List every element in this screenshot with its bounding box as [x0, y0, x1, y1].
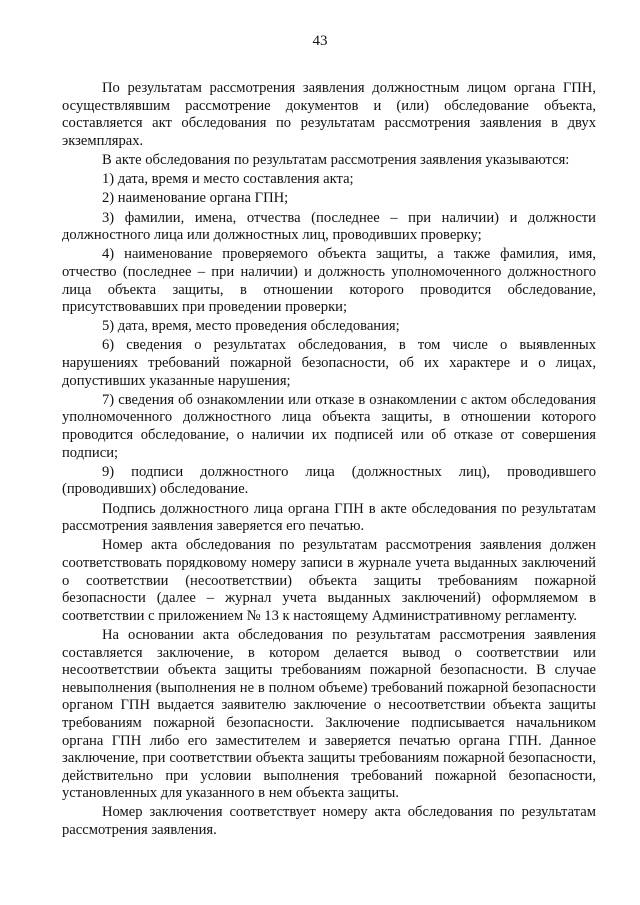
paragraph: Номер заключения соответствует номеру акта обследования по результатам рассмотрения заявления.: [62, 804, 596, 839]
list-item: 3) фамилии, имена, отчества (последнее – при наличии) и должности должностного лица или должностных лиц, проводивших проверку;: [62, 209, 596, 244]
list-item: 2) наименование органа ГПН;: [102, 190, 289, 207]
list-item: 5) дата, время, место проведения обследования;: [102, 318, 400, 335]
paragraph: В акте обследования по результатам рассмотрения заявления указываются:: [102, 151, 570, 168]
document-body: [62, 80, 596, 841]
list-item: 4) наименование проверяемого объекта защиты, а также фамилия, имя, отчество (последнее – при наличии) и должность уполномоченного должностного лица объекта защиты, в отношении которого проводится обследование, присутствовавших при проведении проверки;: [62, 246, 596, 316]
paragraph: По результатам рассмотрения заявления должностным лицом органа ГПН, осуществлявшим рассмотрение документов и (или) обследование объекта, составляется акт обследования по результатам рассмотрения заявления в двух экземплярах.: [62, 80, 596, 149]
list-item: 6) сведения о результатах обследования, в том числе о выявленных нарушениях требований пожарной безопасности, об их характере и о лицах, допустивших указанные нарушения;: [62, 337, 596, 389]
paragraph: Подпись должностного лица органа ГПН в акте обследования по результатам рассмотрения заявления заверяется его печатью.: [62, 500, 596, 535]
paragraph: Номер акта обследования по результатам рассмотрения заявления должен соответствовать порядковому номеру записи в журнале учета выданных заключений о соответствии (несоответствии) объекта защиты требованиям пожарной безопасности (далее – журнал учета выданных заключений) оформляемом в соответствии с приложением № 13 к настоящему Административному регламенту.: [62, 537, 596, 624]
list-item: 9) подписи должностного лица (должностных лиц), проводившего (проводивших) обследование.: [62, 463, 596, 498]
page-number: 43: [312, 33, 328, 49]
list-item: 7) сведения об ознакомлении или отказе в ознакомлении с актом обследования уполномоченного должностного лица объекта защиты, в отношении которого проводится обследование, о наличии их подписей или об отказе от совершения подписи;: [62, 391, 596, 461]
list-item: 1) дата, время и место составления акта;: [102, 171, 354, 188]
paragraph: На основании акта обследования по результатам рассмотрения заявления составляется заключение, в котором делается вывод о соответствии или несоответствии объекта защиты требованиям пожарной безопасности. В случае невыполнения (выполнения не в полном объеме) требований пожарной безопасности органом ГПН выдается заявителю заключение о несоответствии объекта защиты требованиям пожарной безопасности. Заключение подписывается начальником органа ГПН либо его заместителем и заверяется печатью органа ГПН. Данное заключение, при соответствии объекта защиты требованиям пожарной безопасности, действительно при условии выполнения требований пожарной безопасности, установленных для указанного в нем объекта защиты.: [62, 626, 596, 802]
